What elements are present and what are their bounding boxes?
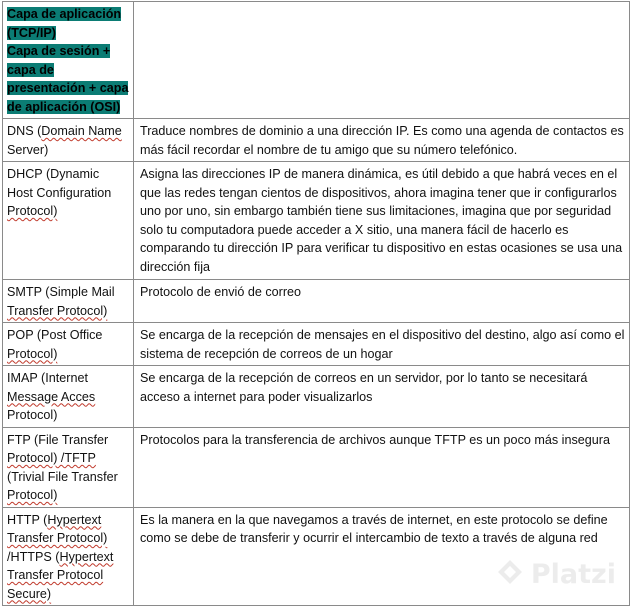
protocol-text: DHCP (Dynamic xyxy=(7,167,100,181)
protocol-text: Protocol) xyxy=(7,488,58,502)
description-cell: Se encarga de la recepción de correos en un servidor, por lo tanto se necesitará acceso a internet para poder visualizarlos xyxy=(134,366,630,428)
header-line: Capa de sesión + xyxy=(7,44,111,58)
protocol-text: DNS ( xyxy=(7,124,42,138)
protocol-text: Hypertext xyxy=(59,549,114,564)
protocol-table xyxy=(2,1,630,606)
header-line: (TCP/IP) xyxy=(7,25,56,40)
protocol-text: IMAP (Internet xyxy=(7,371,88,385)
protocol-cell xyxy=(3,427,134,507)
protocol-text: Protocol) xyxy=(7,408,58,422)
table-row xyxy=(3,323,630,366)
protocol-cell xyxy=(3,507,134,606)
protocol-cell xyxy=(3,280,134,323)
platzi-logo-icon xyxy=(495,557,525,592)
watermark-text: Platzi xyxy=(530,559,616,590)
protocol-text: Protocol) xyxy=(7,346,58,361)
protocol-text: /HTTPS ( xyxy=(7,549,60,564)
protocol-text: Host Configuration xyxy=(7,185,112,200)
protocol-cell xyxy=(3,366,134,428)
platzi-watermark xyxy=(495,557,616,592)
protocol-text: Secure) xyxy=(7,586,52,601)
protocol-text: SMTP (Simple Mail xyxy=(7,285,115,299)
description-cell: Es la manera en la que navegamos a través de internet, en este protocolo se define como se debe de transferir y ocurrir el intercambio de texto a través de alguna red xyxy=(134,507,630,606)
table-header-row xyxy=(3,2,630,119)
protocol-text: POP (Post Office xyxy=(7,328,103,342)
table-row xyxy=(3,427,630,507)
description-cell: Asigna las direcciones IP de manera dinámica, es útil debido a que habrá veces en el que las redes tengan cientos de dispositivos, ahora imagina tener que ir configurarlos uno por uno, sin embargo también tiene sus limitaciones, imagina que por seguridad solo tu computadora puede acceder a X sitio, una manera fácil de hacerlo es comparando tu dirección IP para verificar tu dispositivo en estas ocasiones se usa una dirección fija xyxy=(134,162,630,280)
header-line: de aplicación (OSI) xyxy=(7,99,121,114)
table-row xyxy=(3,162,630,280)
layer-header-cell xyxy=(3,2,134,119)
header-line: capa de xyxy=(7,62,54,77)
description-cell: Protocolos para la transferencia de archivos aunque TFTP es un poco más insegura xyxy=(134,427,630,507)
description-cell: Protocolo de envió de correo xyxy=(134,280,630,323)
protocol-text: Protocol) xyxy=(7,204,58,218)
protocol-cell xyxy=(3,323,134,366)
protocol-cell xyxy=(3,162,134,280)
protocol-text: Transfer Protocol) xyxy=(7,531,108,545)
protocol-text: Transfer Protocol xyxy=(7,568,104,582)
protocol-text: Hypertext xyxy=(47,512,102,527)
protocol-text: HTTP ( xyxy=(7,512,48,527)
protocol-text: Transfer Protocol) xyxy=(7,303,108,318)
table-row xyxy=(3,280,630,323)
header-line: Capa de aplicación xyxy=(7,7,122,21)
table-row xyxy=(3,119,630,162)
protocol-text: FTP (File Transfer xyxy=(7,432,109,447)
description-cell: Se encarga de la recepción de mensajes en el dispositivo del destino, algo así como el sistema de recepción de correos de un hogar xyxy=(134,323,630,366)
protocol-cell xyxy=(3,119,134,162)
protocol-text: Protocol) /TFTP xyxy=(7,451,96,465)
header-line: presentación + capa xyxy=(7,81,129,95)
protocol-text: Server) xyxy=(7,142,49,157)
description-cell: Traduce nombres de dominio a una dirección IP. Es como una agenda de contactos es más fácil recordar el nombre de tu amigo que su número telefónico. xyxy=(134,119,630,162)
table-row xyxy=(3,366,630,428)
protocol-text: Domain Name xyxy=(41,124,122,138)
protocol-text: (Trivial File Transfer xyxy=(7,469,118,484)
protocol-text: Message Acces xyxy=(7,389,96,404)
header-description-cell xyxy=(134,2,630,119)
